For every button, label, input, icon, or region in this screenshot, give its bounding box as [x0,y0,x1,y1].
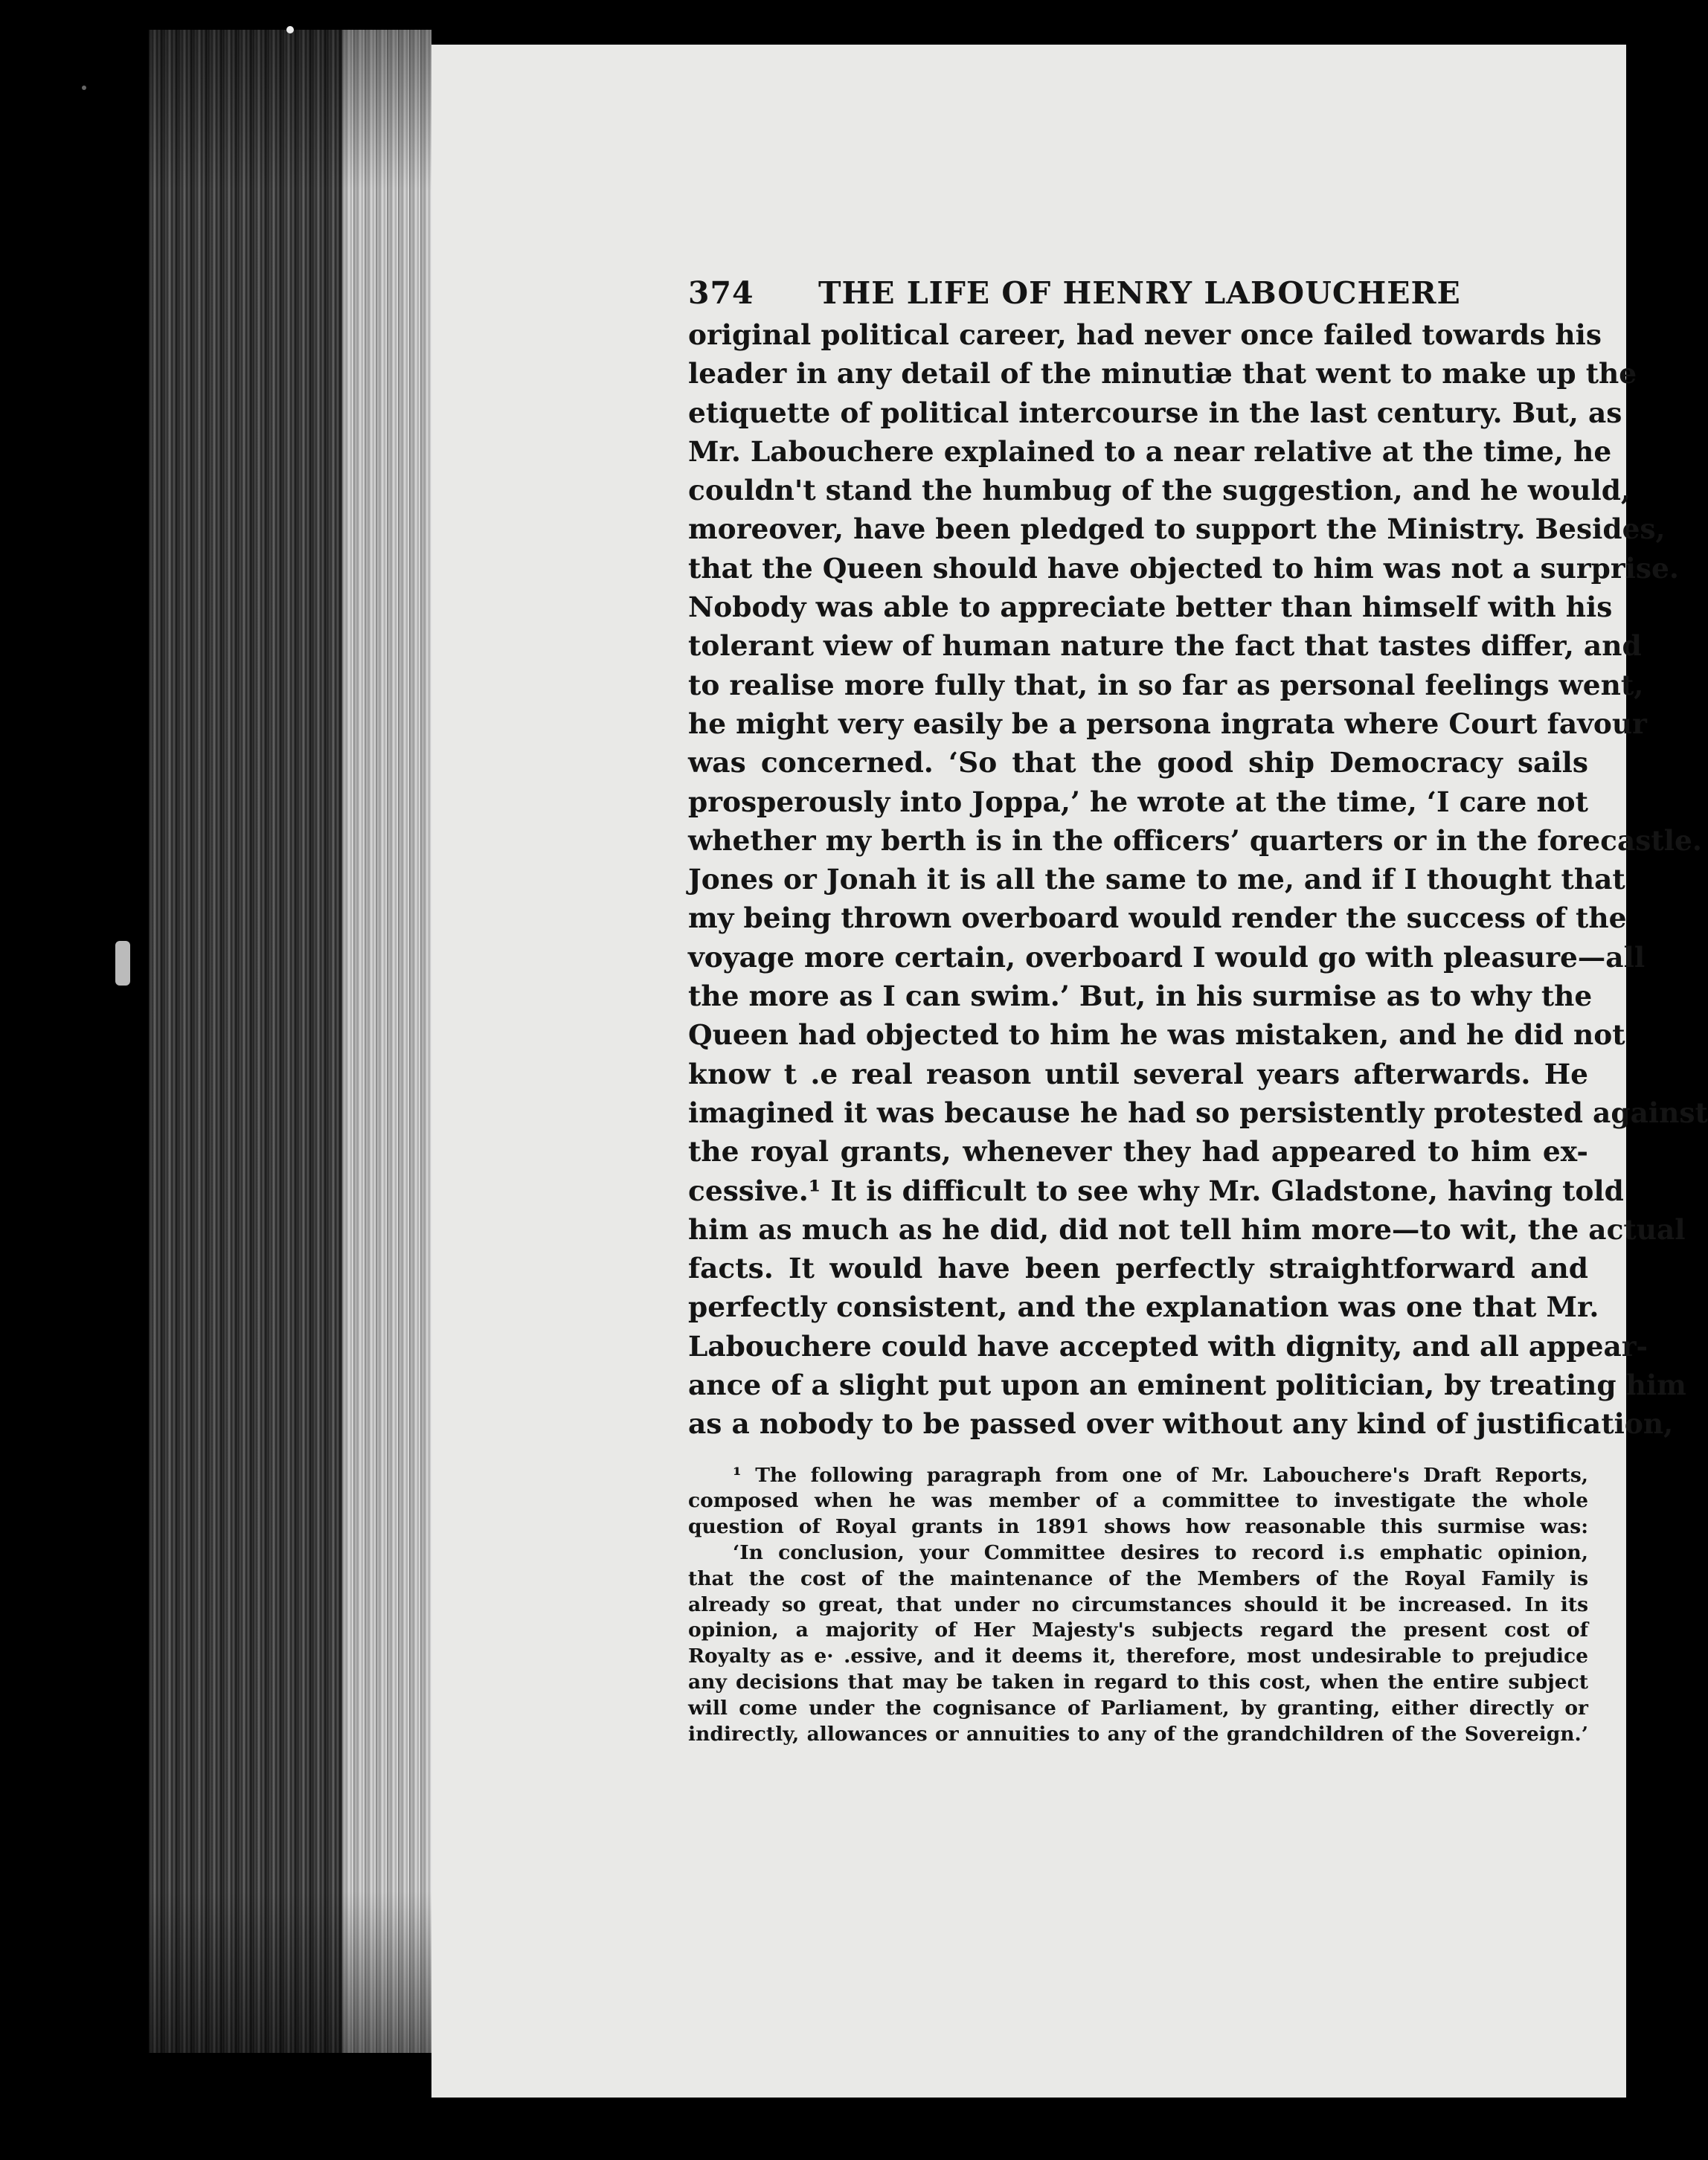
scan-speck [286,26,294,33]
body-line: the royal grants, whenever they had appeared to him ex- [688,1135,1588,1169]
body-line: facts. It would have been perfectly straightforward and [688,1252,1588,1285]
footnote-line: that the cost of the maintenance of the Members of the Royal Family is [688,1566,1588,1590]
body-line: couldn't stand the humbug of the suggestion, and he would, [688,474,1631,507]
body-line: tolerant view of human nature the fact that tastes differ, and [688,629,1642,663]
running-head [688,275,1588,315]
scan-speck [82,86,86,90]
body-line: know t .e real reason until several years afterwards. He [688,1057,1588,1090]
footnote [688,1463,1588,1748]
scan-speck [115,941,130,986]
body-line: leader in any detail of the minutiæ that went to make up the [688,357,1637,390]
footnote-line: already so great, that under no circumstances should it be increased. In its [688,1592,1588,1616]
footnote-line: question of Royal grants in 1891 shows how reasonable this surmise was: [688,1515,1588,1539]
body-text [688,315,1708,1444]
page-edge-shadow [149,30,431,2053]
body-line: voyage more certain, overboard I would go with pleasure—all [688,940,1646,974]
body-line: perfectly consistent, and the explanation was one that Mr. [688,1290,1599,1324]
footnote-line: opinion, a majority of Her Majesty's subjects regard the present cost of [688,1619,1588,1642]
body-line: Jones or Jonah it is all the same to me, and if I thought that [688,863,1625,896]
body-line: to realise more fully that, in so far as personal feelings went, [688,668,1644,701]
footnote-line: Royalty as e· .essive, and it deems it, therefore, most undesirable to prejudice [688,1645,1588,1668]
footnote-line: indirectly, allowances or annuities to any of the grandchildren of the Sovereign.’ [688,1722,1588,1746]
footnote-line: will come under the cognisance of Parliament, by granting, either directly or [688,1696,1588,1720]
body-line: imagined it was because he had so persistently protested against [688,1096,1708,1129]
body-line: whether my berth is in the officers’ quarters or in the forecastle. [688,823,1702,857]
body-line: my being thrown overboard would render the success of the [688,901,1627,935]
page-text [688,275,1708,1747]
footnote-line: composed when he was member of a committee to investigate the whole [688,1489,1588,1513]
body-line: as a nobody to be passed over without any kind of justification, [688,1407,1674,1441]
body-line: he might very easily be a persona ingrata where Court favour [688,707,1647,740]
body-line: was concerned. ‘So that the good ship Democracy sails [688,746,1588,780]
footnote-line: ¹ The following paragraph from one of Mr. Labouchere's Draft Reports, [733,1463,1588,1487]
running-title: THE LIFE OF HENRY LABOUCHERE [818,275,1461,311]
body-line: original political career, had never once failed towards his [688,318,1602,351]
body-line: Labouchere could have accepted with dignity, and all appear- [688,1329,1648,1363]
body-line: Mr. Labouchere explained to a near relative at the time, he [688,434,1612,468]
body-line: Queen had objected to him he was mistaken, and he did not [688,1018,1625,1052]
body-line: Nobody was able to appreciate better than himself with his [688,591,1613,624]
footnote-line: ‘In conclusion, your Committee desires to record i.s emphatic opinion, [733,1541,1588,1564]
body-line: cessive.¹ It is difficult to see why Mr. Gladstone, having told [688,1174,1624,1207]
body-line: moreover, have been pledged to support the Ministry. Besides, [688,512,1666,546]
body-line: etiquette of political intercourse in the last century. But, as [688,396,1622,429]
body-line: prosperously into Joppa,’ he wrote at the time, ‘I care not [688,785,1588,818]
body-line: the more as I can swim.’ But, in his surmise as to why the [688,980,1593,1013]
body-line: him as much as he did, did not tell him more—to wit, the actual [688,1212,1686,1246]
page-number: 374 [688,275,754,311]
body-line: that the Queen should have objected to him was not a surprise. [688,551,1679,585]
body-line: ance of a slight put upon an eminent politician, by treating him [688,1369,1686,1402]
footnote-line: any decisions that may be taken in regard to this cost, when the entire subject [688,1670,1588,1694]
